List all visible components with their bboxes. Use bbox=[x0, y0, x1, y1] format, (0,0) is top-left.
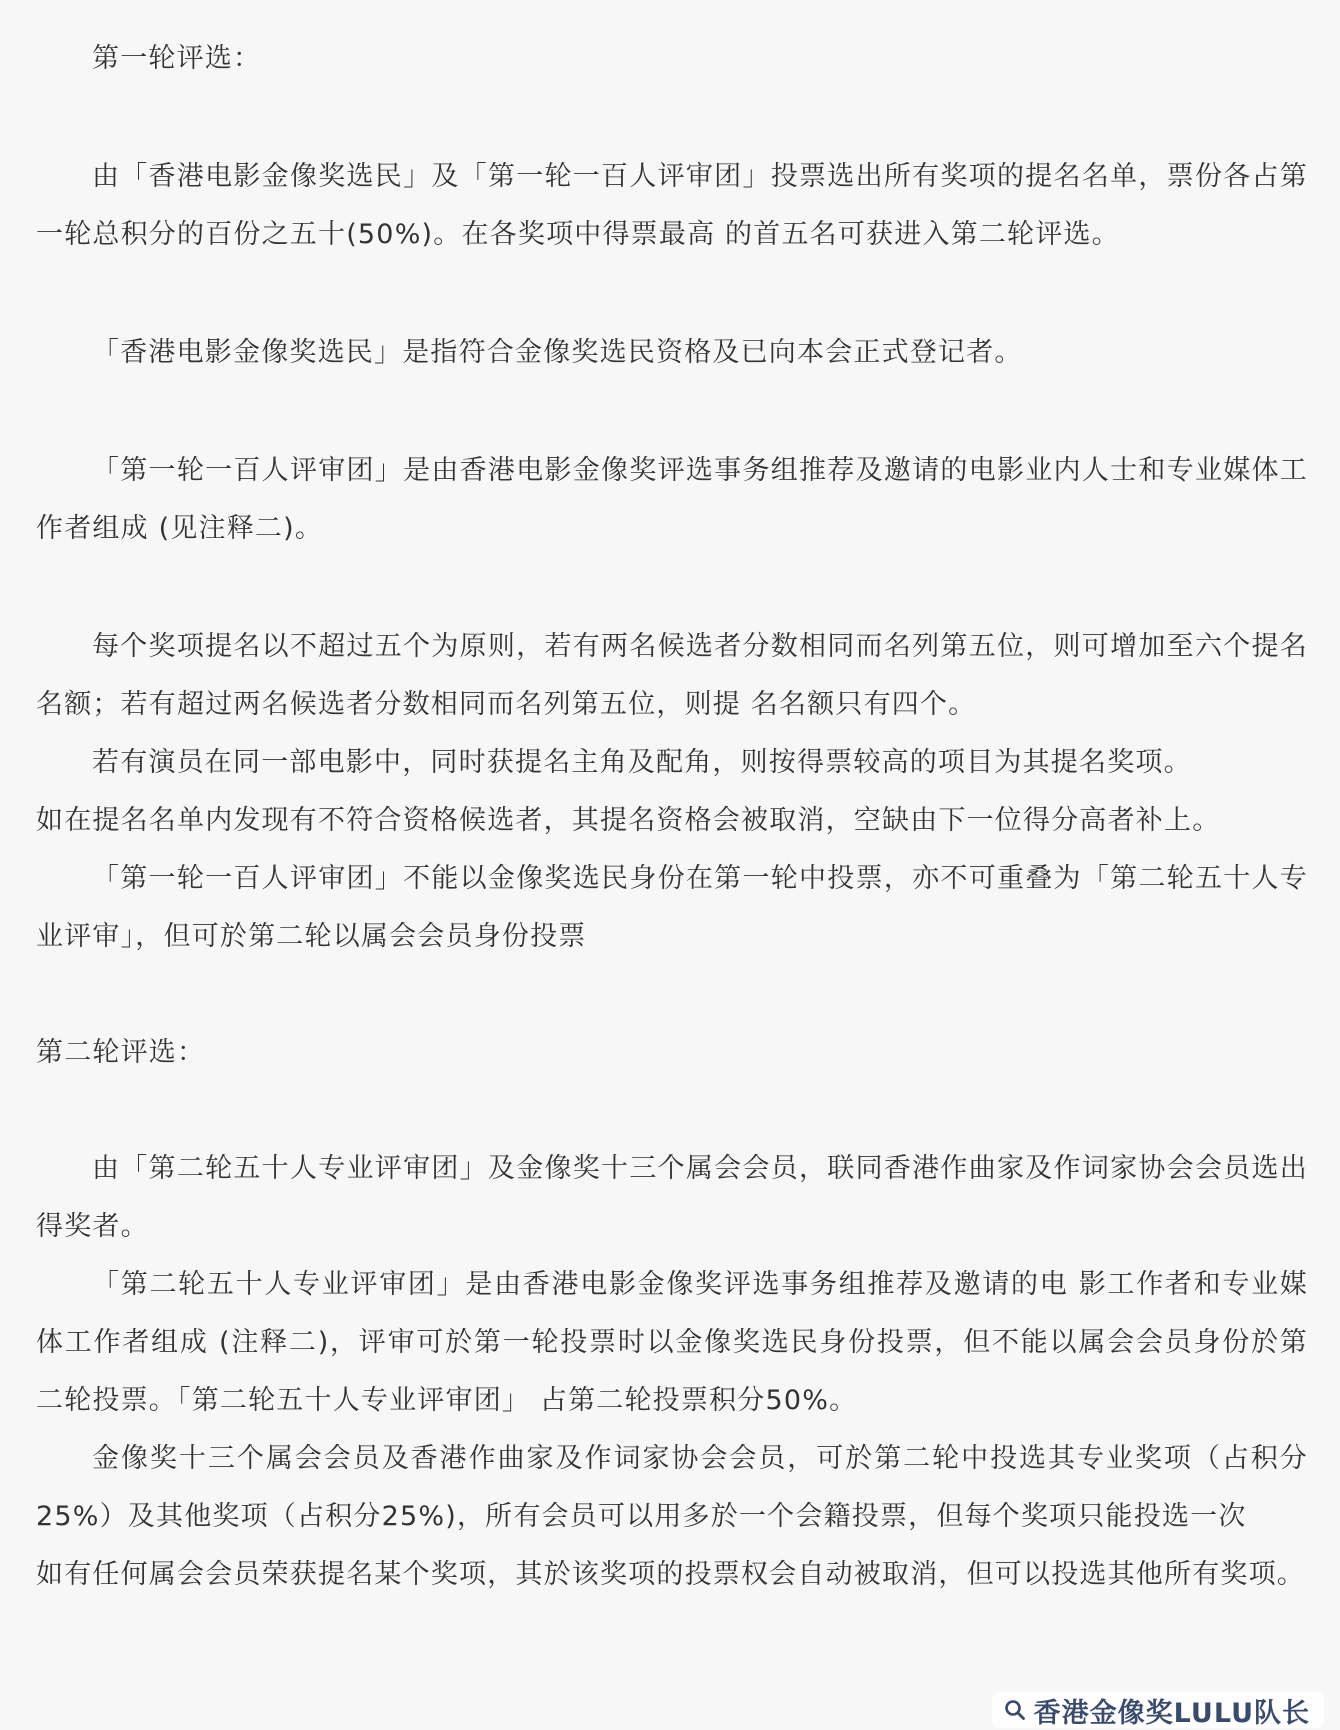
paragraph-voter-definition: 「香港电影金像奖选民」是指符合金像奖选民资格及已向本会正式登记者。 bbox=[92, 337, 1023, 368]
paragraph-disqualification-rule: 如在提名名单内发现有不符合资格候选者，其提名资格会被取消，空缺由下一位得分高者补上。 bbox=[36, 805, 1221, 836]
section-heading-round-one: 第一轮评选： bbox=[92, 43, 262, 74]
search-icon bbox=[1004, 1699, 1026, 1721]
paragraph-fifty-jury-definition: 「第二轮五十人专业评审团」是由香港电影金像奖评选事务组推荐及邀请的电 影工作者和专业媒体工作者组成 (注释二)，评审可於第一轮投票时以金像奖选民身份投票，但不能以属会会员身份於第二轮投票。「第二轮五十人专业评审团」 占第二轮投票积分50%。 bbox=[36, 1269, 1308, 1416]
paragraph-member-voting: 金像奖十三个属会会员及香港作曲家及作词家协会会员，可於第二轮中投选其专业奖项（占积分25%）及其他奖项（占积分25%)，所有会员可以用多於一个会籍投票，但每个奖项只能投选一次 bbox=[36, 1443, 1308, 1532]
paragraph-nominee-member-rule: 如有任何属会会员荣获提名某个奖项，其於该奖项的投票权会自动被取消，但可以投选其他所有奖项。 bbox=[36, 1559, 1305, 1590]
paragraph-round-two-overview: 由「第二轮五十人专业评审团」及金像奖十三个属会会员，联同香港作曲家及作词家协会会员选出得奖者。 bbox=[36, 1153, 1308, 1242]
document-body bbox=[36, 30, 1308, 1604]
section-heading-round-two: 第二轮评选： bbox=[36, 1037, 206, 1068]
paragraph-hundred-jury-definition: 「第一轮一百人评审团」是由香港电影金像奖评选事务组推荐及邀请的电影业内人士和专业媒体工作者组成 (见注释二)。 bbox=[36, 455, 1308, 544]
paragraph-round-one-overview: 由「香港电影金像奖选民」及「第一轮一百人评审团」投票选出所有奖项的提名名单，票份各占第一轮总积分的百份之五十(50%)。在各奖项中得票最高 的首五名可获进入第二轮评选。 bbox=[36, 161, 1308, 250]
watermark-text: 香港金像奖LULU队长 bbox=[1033, 1697, 1310, 1729]
paragraph-nomination-rule: 每个奖项提名以不超过五个为原则，若有两名候选者分数相同而名列第五位，则可增加至六个提名名额；若有超过两名候选者分数相同而名列第五位，则提 名名额只有四个。 bbox=[36, 631, 1308, 720]
paragraph-jury-restriction: 「第一轮一百人评审团」不能以金像奖选民身份在第一轮中投票，亦不可重叠为「第二轮五十人专业评审」，但可於第二轮以属会会员身份投票 bbox=[36, 863, 1308, 952]
watermark bbox=[992, 1692, 1324, 1728]
paragraph-actor-rule: 若有演员在同一部电影中，同时获提名主角及配角，则按得票较高的项目为其提名奖项。 bbox=[92, 747, 1192, 778]
